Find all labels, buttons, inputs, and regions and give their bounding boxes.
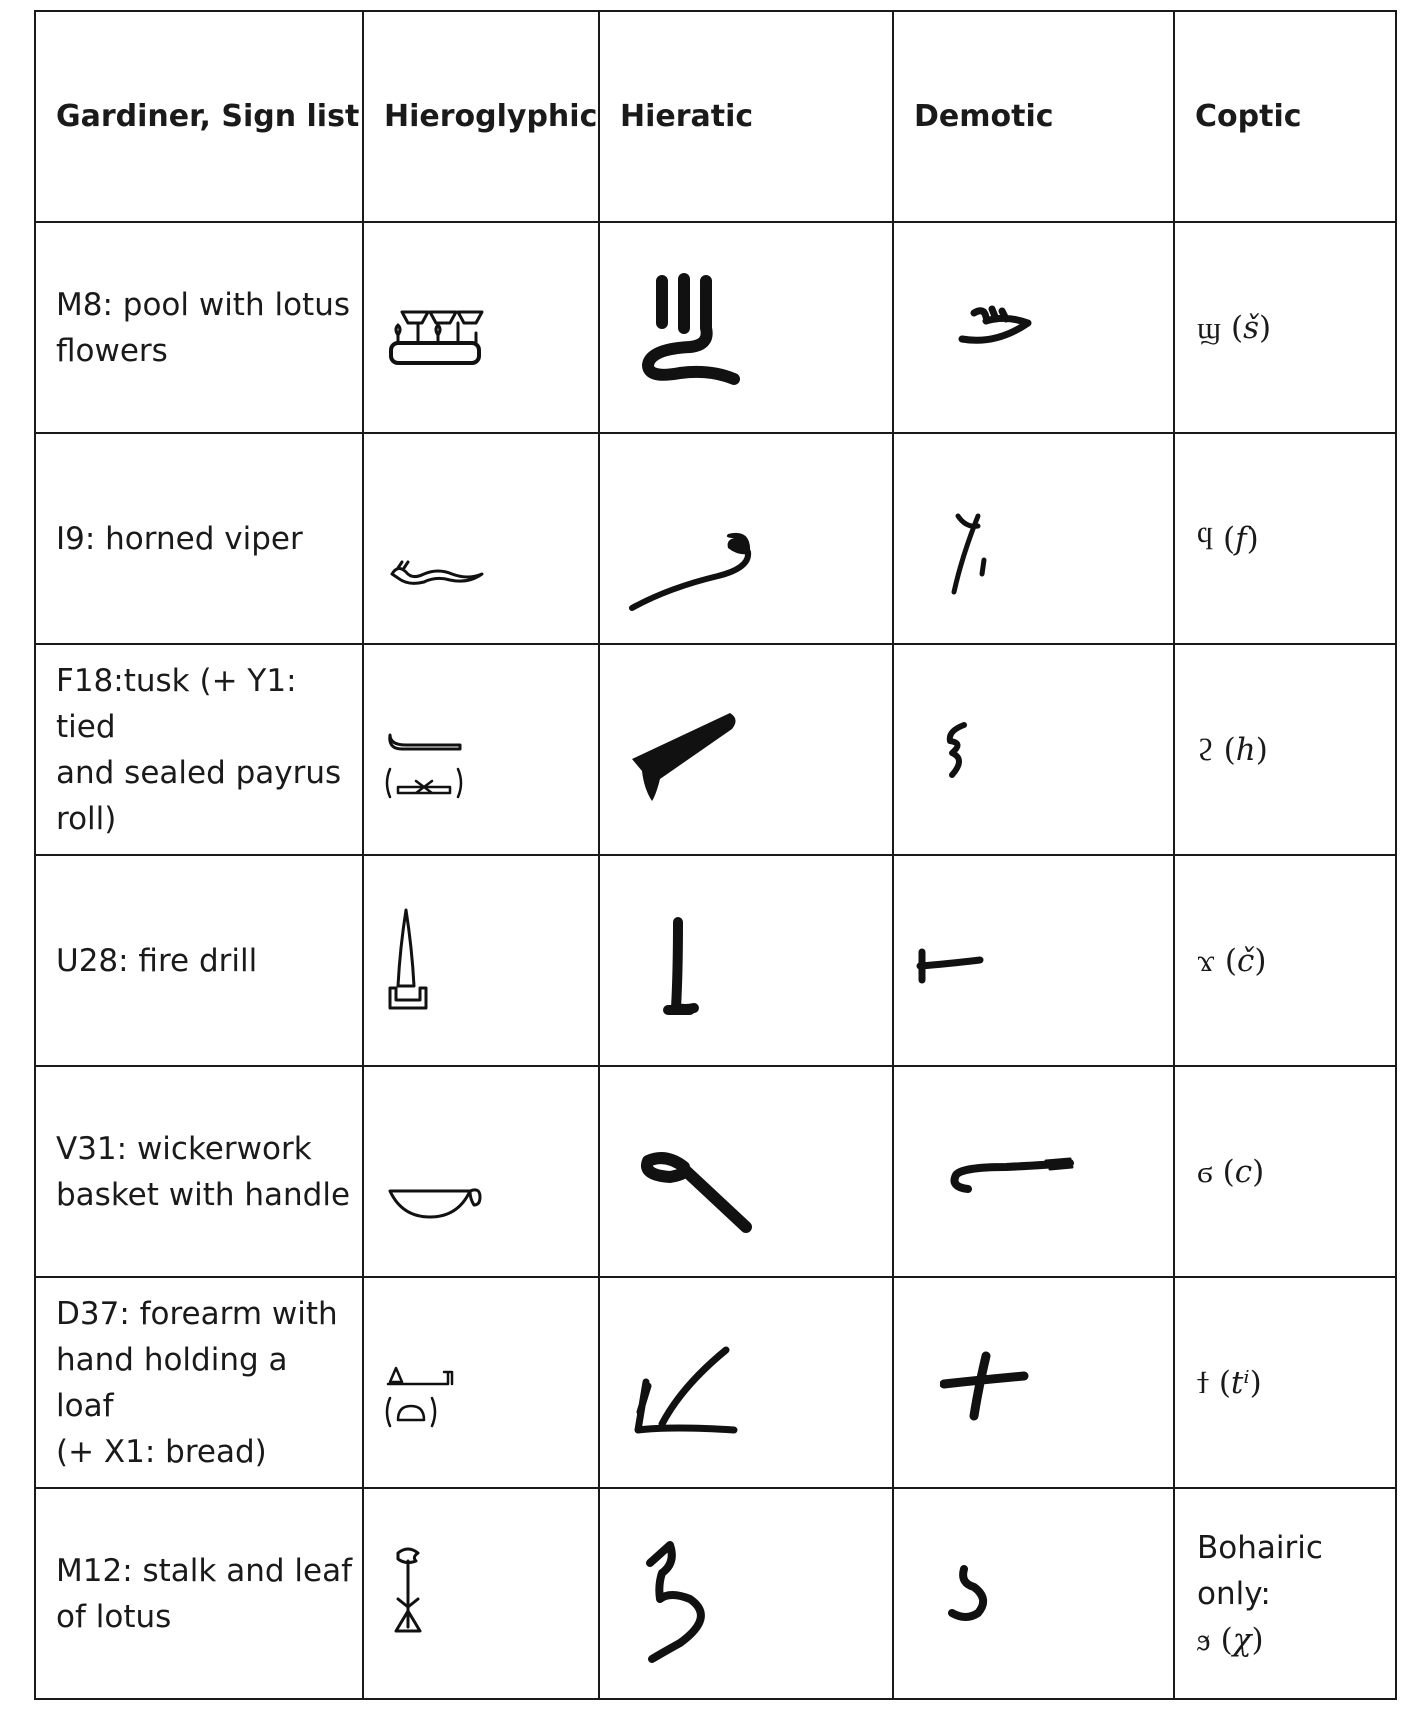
hieroglyph-cell bbox=[363, 855, 599, 1066]
hieroglyph-cell bbox=[363, 1066, 599, 1277]
gardiner-line: V31: wickerwork bbox=[56, 1130, 312, 1167]
hieratic-M12-icon bbox=[640, 1539, 720, 1665]
table-row bbox=[35, 222, 1396, 433]
coptic-transliteration: tⁱ bbox=[1230, 1364, 1250, 1401]
coptic-transliteration: c bbox=[1234, 1153, 1253, 1190]
gardiner-line: roll) bbox=[56, 800, 117, 837]
coptic-note: only: bbox=[1197, 1575, 1271, 1612]
gardiner-line: M8: pool with lotus bbox=[56, 286, 351, 323]
gardiner-line: of lotus bbox=[56, 1598, 172, 1635]
coptic-cell: ϯ (tⁱ) bbox=[1174, 1277, 1396, 1488]
demotic-M12-icon bbox=[944, 1563, 994, 1623]
coptic-transliteration: h bbox=[1235, 731, 1256, 768]
gardiner-cell bbox=[35, 1488, 363, 1699]
lotus-stalk-icon bbox=[392, 1547, 424, 1633]
hieratic-V31-icon bbox=[636, 1147, 756, 1237]
coptic-letter: ϧ bbox=[1197, 1621, 1211, 1658]
gardiner-line: basket with handle bbox=[56, 1176, 351, 1213]
hieratic-F18-icon bbox=[630, 709, 740, 805]
gardiner-line: M12: stalk and leaf bbox=[56, 1552, 352, 1589]
gardiner-line: hand holding a loaf bbox=[56, 1341, 288, 1424]
pool-with-lotus-flowers-icon bbox=[388, 309, 484, 369]
demotic-cell bbox=[893, 644, 1174, 855]
coptic-letter: ϣ bbox=[1197, 309, 1222, 346]
coptic-cell: ϭ (c) bbox=[1174, 1066, 1396, 1277]
coptic-letter: ϫ bbox=[1197, 942, 1216, 979]
coptic-letter: ϯ bbox=[1197, 1364, 1209, 1401]
coptic-letter: ϭ bbox=[1197, 1153, 1213, 1190]
gardiner-cell bbox=[35, 1066, 363, 1277]
gardiner-cell bbox=[35, 644, 363, 855]
coptic-transliteration: š bbox=[1243, 309, 1259, 346]
header-hieratic: Hieratic bbox=[599, 11, 893, 222]
header-gardiner: Gardiner, Sign list bbox=[35, 11, 363, 222]
gardiner-line: (+ X1: bread) bbox=[56, 1433, 267, 1470]
hieratic-I9-icon bbox=[628, 524, 758, 614]
hieratic-U28-icon bbox=[660, 916, 710, 1020]
header-hieroglyphic: Hieroglyphic bbox=[363, 11, 599, 222]
bread-loaf-icon bbox=[384, 1396, 438, 1430]
coptic-cell: ϥ (f) bbox=[1174, 433, 1396, 644]
gardiner-cell bbox=[35, 222, 363, 433]
gardiner-cell bbox=[35, 433, 363, 644]
demotic-cell bbox=[893, 222, 1174, 433]
hieratic-cell bbox=[599, 1066, 893, 1277]
coptic-letter: ϥ bbox=[1197, 520, 1214, 557]
hieratic-M8-icon bbox=[640, 273, 740, 389]
gardiner-line: flowers bbox=[56, 332, 168, 369]
hieratic-cell bbox=[599, 433, 893, 644]
hieratic-D37-icon bbox=[632, 1346, 742, 1440]
papyrus-roll-icon bbox=[384, 765, 464, 801]
coptic-cell: ϫ (č) bbox=[1174, 855, 1396, 1066]
table-row bbox=[35, 1277, 1396, 1488]
coptic-letter: ϩ bbox=[1197, 731, 1214, 768]
coptic-note: Bohairic bbox=[1197, 1529, 1323, 1566]
hieroglyph-cell bbox=[363, 222, 599, 433]
table-row bbox=[35, 1488, 1396, 1699]
demotic-cell bbox=[893, 1277, 1174, 1488]
gardiner-cell bbox=[35, 855, 363, 1066]
header-row bbox=[35, 11, 1396, 222]
hieroglyph-cell bbox=[363, 433, 599, 644]
demotic-D37-icon bbox=[940, 1350, 1030, 1422]
demotic-M8-icon bbox=[956, 301, 1036, 349]
hieratic-cell bbox=[599, 644, 893, 855]
basket-with-handle-icon bbox=[388, 1183, 484, 1223]
coptic-cell: ϣ (š) bbox=[1174, 222, 1396, 433]
hieroglyph-cell bbox=[363, 1277, 599, 1488]
coptic-transliteration: č bbox=[1236, 942, 1255, 979]
coptic-transliteration: f bbox=[1235, 520, 1247, 557]
hieroglyph-cell bbox=[363, 644, 599, 855]
gardiner-line: I9: horned viper bbox=[56, 520, 303, 557]
coptic-transliteration: χ bbox=[1232, 1621, 1252, 1658]
gardiner-cell bbox=[35, 1277, 363, 1488]
demotic-V31-icon bbox=[946, 1155, 1076, 1199]
tusk-icon bbox=[386, 731, 466, 755]
hieratic-cell bbox=[599, 1277, 893, 1488]
table-row bbox=[35, 855, 1396, 1066]
hieratic-cell bbox=[599, 1488, 893, 1699]
coptic-cell: ϩ (h) bbox=[1174, 644, 1396, 855]
demotic-cell bbox=[893, 1488, 1174, 1699]
table-row bbox=[35, 433, 1396, 644]
demotic-I9-icon bbox=[948, 506, 998, 596]
sign-table bbox=[34, 10, 1397, 1700]
demotic-F18-icon bbox=[938, 721, 974, 781]
gardiner-line: F18:tusk (+ Y1: tied bbox=[56, 662, 297, 745]
forearm-with-loaf-icon bbox=[386, 1364, 456, 1390]
header-demotic: Demotic bbox=[893, 11, 1174, 222]
gardiner-line: D37: forearm with bbox=[56, 1295, 338, 1332]
coptic-cell: Bohairic only: ϧ (χ) bbox=[1174, 1488, 1396, 1699]
table-row bbox=[35, 644, 1396, 855]
demotic-U28-icon bbox=[916, 946, 986, 986]
demotic-cell bbox=[893, 855, 1174, 1066]
gardiner-line: and sealed payrus bbox=[56, 754, 342, 791]
header-coptic: Coptic bbox=[1174, 11, 1396, 222]
table-row bbox=[35, 1066, 1396, 1277]
demotic-cell bbox=[893, 1066, 1174, 1277]
hieratic-cell bbox=[599, 222, 893, 433]
gardiner-line: U28: fire drill bbox=[56, 942, 258, 979]
hieratic-cell bbox=[599, 855, 893, 1066]
horned-viper-icon bbox=[388, 558, 484, 588]
demotic-cell bbox=[893, 433, 1174, 644]
hieroglyph-cell bbox=[363, 1488, 599, 1699]
fire-drill-icon bbox=[386, 908, 430, 1010]
